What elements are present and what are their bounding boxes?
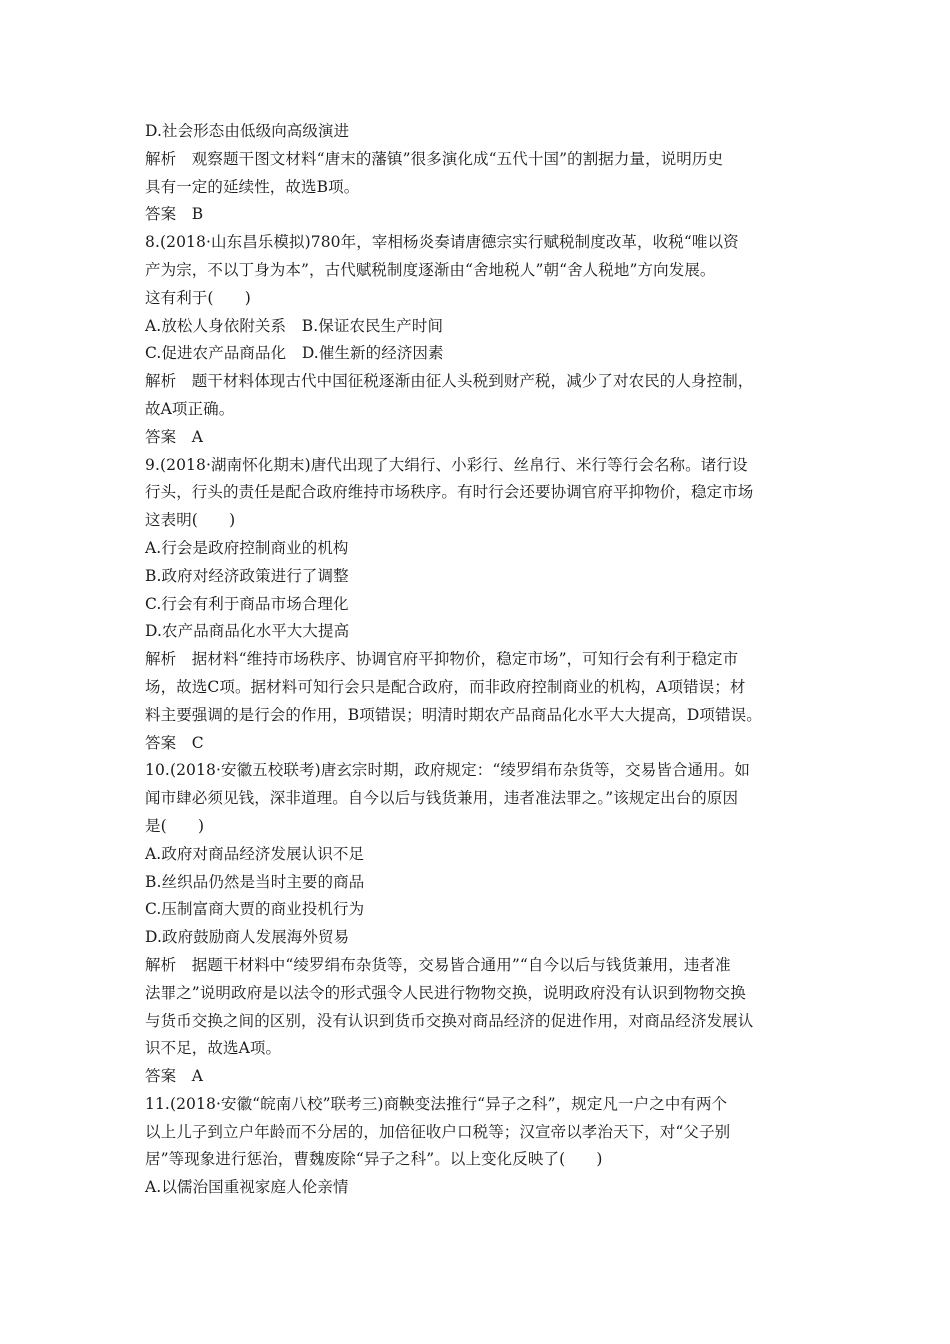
analysis-q10-line1: 解析 据题干材料中“绫罗绢布杂货等，交易皆合通用”“自今以后与钱货兼用，违者准 bbox=[145, 955, 731, 974]
option-b-q9: B.政府对经济政策进行了调整 bbox=[145, 566, 349, 585]
option-d-q7: D.社会形态由低级向高级演进 bbox=[145, 122, 350, 140]
analysis-q10-line4: 识不足，故选A项。 bbox=[145, 1039, 282, 1058]
answer-q9: 答案 C bbox=[145, 733, 204, 752]
answer-q10: 答案 A bbox=[145, 1067, 204, 1086]
question-11-line2: 以上儿子到立户年龄而不分居的，加倍征收户口税等；汉宣帝以孝治天下，对“父子别 bbox=[145, 1122, 731, 1141]
option-c-q9: C.行会有利于商品市场合理化 bbox=[145, 594, 349, 613]
analysis-q9-line3: 料主要强调的是行会的作用，B项错误；明清时期农产品商品化水平大大提高，D项错误。 bbox=[145, 705, 762, 724]
question-10-line3: 是( ) bbox=[145, 816, 205, 835]
option-a-q11: A.以儒治国重视家庭人伦亲情 bbox=[145, 1178, 349, 1197]
question-10-line2: 闻市肆必须见钱，深非道理。自今以后与钱货兼用，违者准法罪之。”该规定出台的原因 bbox=[145, 789, 739, 808]
option-d-q10: D.政府鼓励商人发展海外贸易 bbox=[145, 928, 350, 947]
question-10-line1: 10.(2018·安徽五校联考)唐玄宗时期，政府规定：“绫罗绢布杂货等，交易皆合通用。如 bbox=[145, 761, 750, 780]
option-a-q9: A.行会是政府控制商业的机构 bbox=[145, 538, 349, 557]
question-9-line3: 这表明( ) bbox=[145, 511, 236, 530]
options-q8-ab: A.放松人身依附关系 B.保证农民生产时间 bbox=[145, 316, 444, 335]
option-b-q10: B.丝织品仍然是当时主要的商品 bbox=[145, 872, 365, 891]
analysis-q7-line1: 解析 观察题干图文材料“唐末的藩镇”很多演化成“五代十国”的割据力量，说明历史 bbox=[145, 149, 724, 168]
answer-q7: 答案 B bbox=[145, 205, 204, 224]
option-c-q10: C.压制富商大贾的商业投机行为 bbox=[145, 900, 365, 919]
question-8-line2: 产为宗，不以丁身为本”，古代赋税制度逐渐由“舍地税人”朝“舍人税地”方向发展。 bbox=[145, 260, 716, 279]
analysis-q7-line2: 具有一定的延续性，故选B项。 bbox=[145, 177, 360, 196]
question-11-line1: 11.(2018·安徽“皖南八校”联考三)商鞅变法推行“异子之科”，规定凡一户之中有两个 bbox=[145, 1094, 728, 1113]
analysis-q10-line3: 与货币交换之间的区别，没有认识到货币交换对商品经济的促进作用，对商品经济发展认 bbox=[145, 1011, 754, 1030]
analysis-q10-line2: 法罪之”说明政府是以法令的形式强令人民进行物物交换，说明政府没有认识到物物交换 bbox=[145, 983, 746, 1002]
options-q8-cd: C.促进农产品商品化 D.催生新的经济因素 bbox=[145, 344, 444, 363]
question-8-line3: 这有利于( ) bbox=[145, 288, 251, 307]
analysis-q9-line2: 场，故选C项。据材料可知行会只是配合政府，而非政府控制商业的机构，A项错误；材 bbox=[145, 677, 746, 696]
analysis-q8-line1: 解析 题干材料体现古代中国征税逐渐由征人头税到财产税，减少了对农民的人身控制， bbox=[145, 372, 754, 391]
question-9-line2: 行头，行头的责任是配合政府维持市场秩序。有时行会还要协调官府平抑物价，稳定市场 bbox=[145, 483, 754, 502]
document-page bbox=[145, 118, 810, 1202]
option-a-q10: A.政府对商品经济发展认识不足 bbox=[145, 844, 365, 863]
answer-q8: 答案 A bbox=[145, 427, 204, 446]
question-9-line1: 9.(2018·湖南怀化期末)唐代出现了大绢行、小彩行、丝帛行、米行等行会名称。诸行设 bbox=[145, 455, 748, 474]
option-d-q9: D.农产品商品化水平大大提高 bbox=[145, 622, 350, 641]
question-11-line3: 居”等现象进行惩治，曹魏废除“异子之科”。以上变化反映了( ) bbox=[145, 1150, 603, 1169]
analysis-q8-line2: 故A项正确。 bbox=[145, 399, 235, 418]
question-8-line1: 8.(2018·山东昌乐模拟)780年，宰相杨炎奏请唐德宗实行赋税制度改革，收税“唯以资 bbox=[145, 233, 739, 252]
analysis-q9-line1: 解析 据材料“维持市场秩序、协调官府平抑物价，稳定市场”，可知行会有利于稳定市 bbox=[145, 650, 739, 669]
